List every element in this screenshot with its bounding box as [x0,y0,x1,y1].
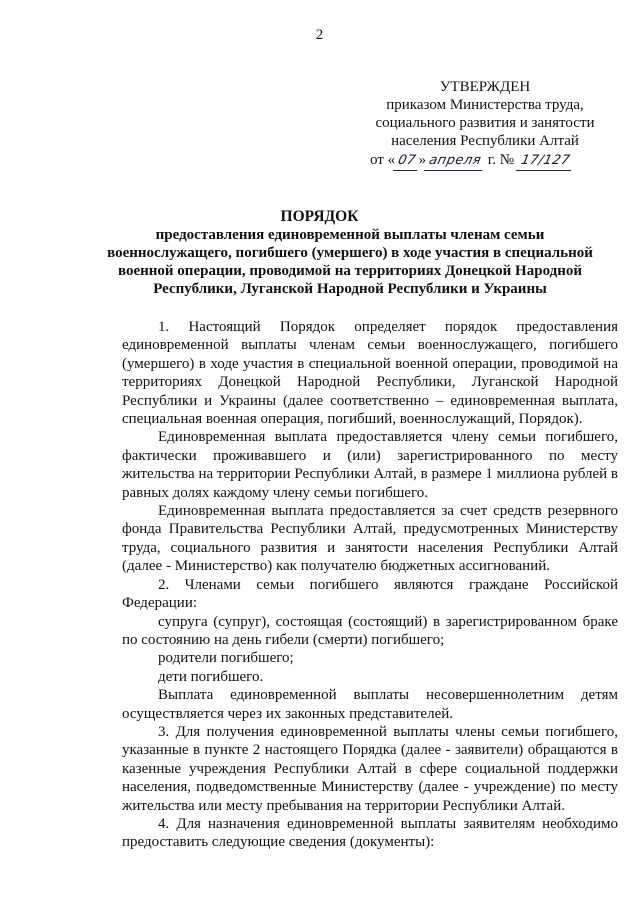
document-title: ПОРЯДОК [280,208,359,225]
list-item-parents: родители погибшего; [158,650,294,667]
approval-block [360,78,610,171]
handwritten-doc-number: 17/127 [516,152,575,171]
approval-line-2: социального развития и занятости [375,115,595,131]
date-mid: » [418,152,427,168]
paragraph-5: 3. Для получения единовременной выплаты члены семьи погибшего, указанные в пункте 2 настоящего Порядка (далее - заявители) обращаются в казенные учреждения Республики Алтай в сфере социальной поддержки населения, подведомственные Министерству (далее - учреждение) по месту жительства или месту пребывания на территории Республики Алтай. [122,723,618,814]
document-body [122,318,618,852]
page-number: 2 [315,27,324,43]
document-subtitle: предоставления единовременной выплаты членам семьи военнослужащего, погибшего (умершего) в ходе участия в специальной военной операции, проводимой на территориях Донецкой Народной Республики, Луганской Народной Республики и Украины [107,227,593,297]
approval-title: УТВЕРЖДЕН [439,79,531,95]
paragraph-6: 4. Для назначения единовременной выплаты заявителям необходимо предоставить следующие сведения (документы): [122,815,618,851]
date-year: г. № [484,152,518,168]
approval-date-line [360,151,610,171]
list-item-spouse: супруга (супруг), состоящая (состоящий) в зарегистрированном браке по состоянию на день гибели (смерти) погибшего; [122,613,618,648]
paragraph-1: 1. Настоящий Порядок определяет порядок предоставления единовременной выплаты членам семьи военнослужащего, погибшего (умершего) в ходе участия в специальной военной операции, проводимой на территориях Донецкой Народной Республики, Луганской Народной Республики и Украины (далее соответственно – единовременная выплата, специальная военная операция, погибший, военнослужащий, Порядок). [122,319,618,428]
paragraph-4: 2. Членами семьи погибшего являются граждане Российской Федерации: [122,576,618,612]
date-prefix: от « [370,152,396,168]
paragraph-2: Единовременная выплата предоставляется члену семьи погибшего, фактически проживавшего и (или) зарегистрированного по месту жительства на территории Республики Алтай, в размере 1 миллиона рублей в равных долях каждому члену семьи погибшего. [122,429,618,501]
handwritten-month: апреля [424,152,486,171]
approval-line-1: приказом Министерства труда, [386,97,584,113]
approval-line-3: населения Республики Алтай [391,133,579,149]
paragraph-3: Единовременная выплата предоставляется за счет средств резервного фонда Правительства Республики Алтай, предусмотренных Министерству труда, социального развития и занятости населения Республики Алтай (далее - Министерство) как получателю бюджетных ассигнований. [122,503,618,575]
list-item-children: дети погибшего. [158,668,264,685]
handwritten-day: 07 [393,152,421,171]
paragraph-minors: Выплата единовременной выплаты несовершеннолетним детям осуществляется через их законных представителей. [122,687,618,722]
